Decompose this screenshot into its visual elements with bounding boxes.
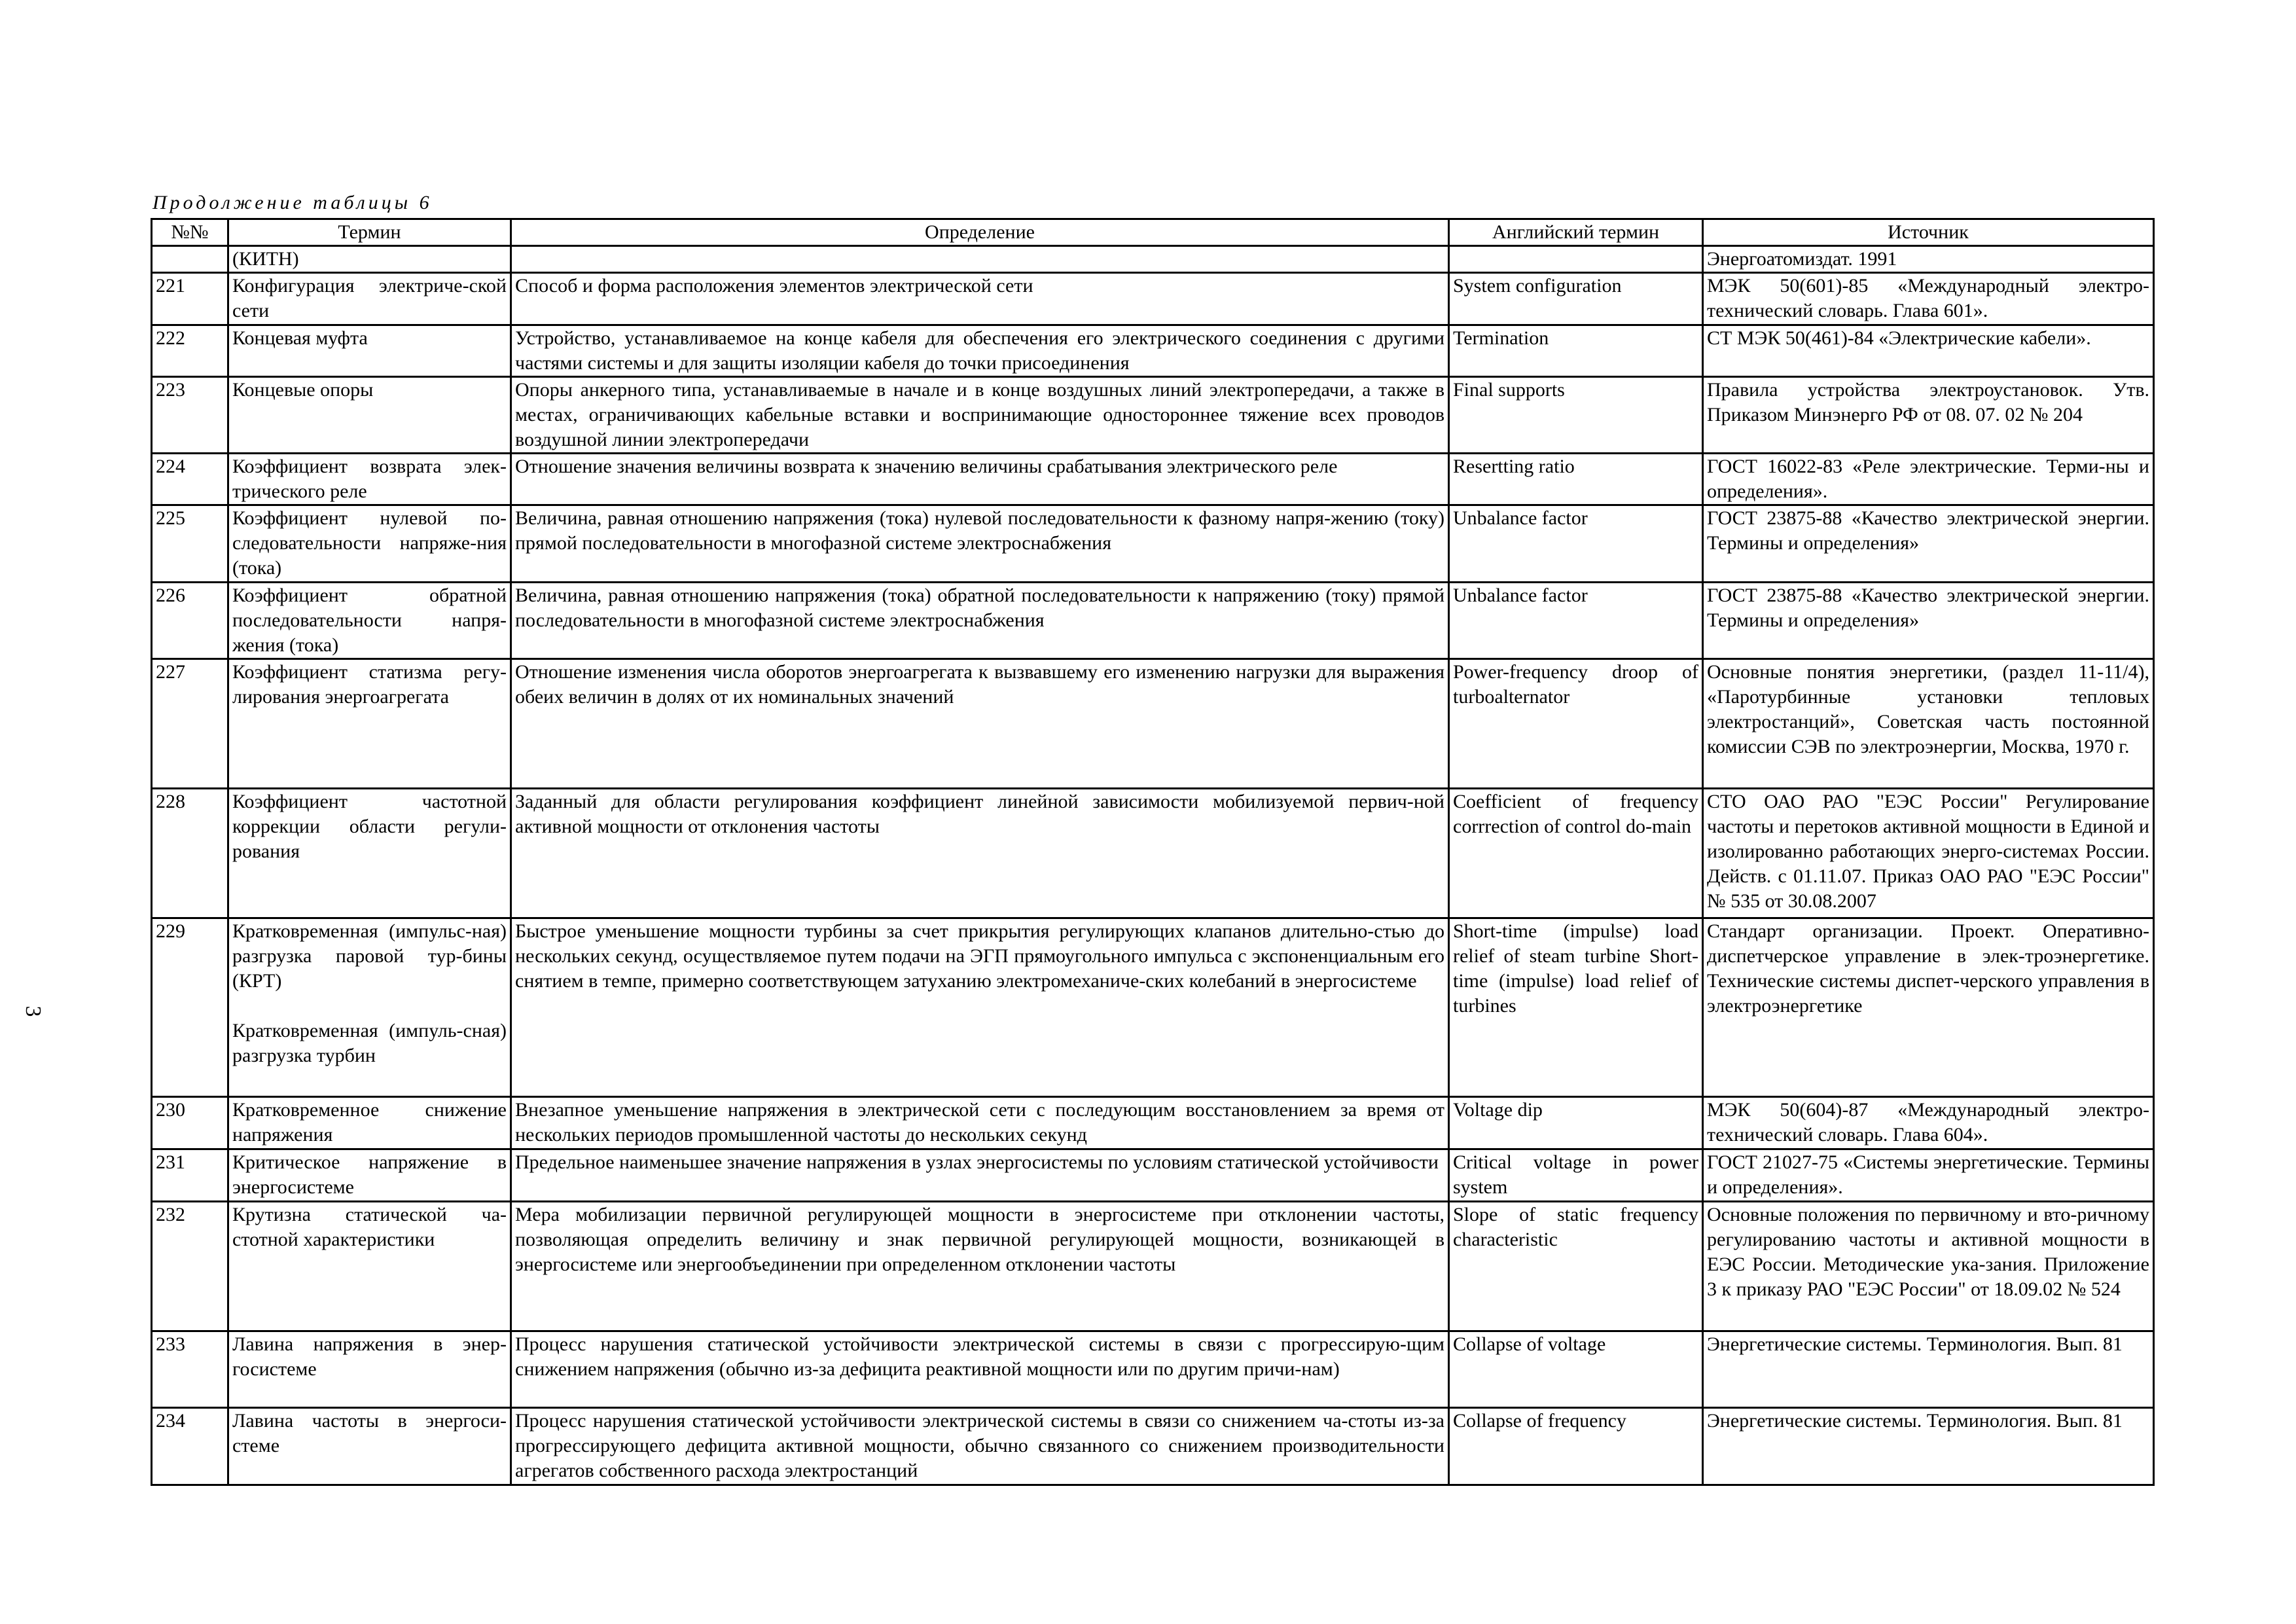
cell-source: Правила устройства электроустановок. Утв. Приказом Минэнерго РФ от 08. 07. 02 № 204 [1703,377,2154,454]
cell-english-term: Termination [1449,325,1703,377]
term-text: Коэффициент нулевой по-следовательности напряже-ния (тока) [232,507,507,579]
table-row [152,454,2154,505]
cell-number: 230 [152,1097,228,1149]
table-caption: Продолжение таблицы 6 [152,192,433,213]
table-row [152,1408,2154,1485]
cell-term [228,789,511,918]
table-row [152,246,2154,273]
table-row [152,659,2154,789]
cell-number: 233 [152,1331,228,1408]
cell-source: Энергетические системы. Терминология. Вып. 81 [1703,1331,2154,1408]
term-text: Конфигурация электриче-ской сети [232,275,507,321]
cell-english-term: Voltage dip [1449,1097,1703,1149]
term-text: Концевые опоры [232,379,374,401]
cell-source: Энергетические системы. Терминология. Вып. 81 [1703,1408,2154,1485]
cell-source: СТ МЭК 50(461)-84 «Электрические кабели». [1703,325,2154,377]
cell-definition: Быстрое уменьшение мощности турбины за счет прикрытия регулирующих клапанов длительно-стью до нескольких секунд, осуществляемое путем подачи на ЭГП прямоугольного импульса с экспоненциальным его снятием в темпе, примерно соответствующем затуханию электромеханиче-ских колебаний в энергосистеме [511,918,1449,1097]
cell-number: 222 [152,325,228,377]
cell-source: МЭК 50(601)-85 «Международный электро-технический словарь. Глава 601». [1703,273,2154,325]
cell-number: 232 [152,1202,228,1331]
cell-english-term: Power-frequency droop of turboalternator [1449,659,1703,789]
page-number: 3 [21,1005,45,1017]
term-text: (КИТН) [232,248,299,270]
cell-english-term: Slope of static frequency characteristic [1449,1202,1703,1331]
cell-source: Энергоатомиздат. 1991 [1703,246,2154,273]
header-term: Термин [228,219,511,246]
cell-source: ГОСТ 23875-88 «Качество электрической энергии. Термины и определения» [1703,583,2154,659]
cell-term [228,246,511,273]
cell-term [228,377,511,454]
term-text: Кратковременная (импульс-ная) разгрузка паровой тур-бины (КРТ) [232,920,507,992]
term-text: Коэффициент статизма регу-лирования энергоагрегата [232,661,507,708]
term-text: Лавина напряжения в энер-госистеме [232,1333,507,1380]
cell-term [228,1097,511,1149]
term-text: Коэффициент возврата элек-трического реле [232,456,507,502]
header-english: Английский термин [1449,219,1703,246]
cell-source: ГОСТ 21027-75 «Системы энергетические. Термины и определения». [1703,1149,2154,1202]
cell-term [228,1331,511,1408]
cell-source: Основные понятия энергетики, (раздел 11-11/4), «Паротурбинные установки тепловых электростанций», Советская часть постоянной комиссии СЭВ по электроэнергии, Москва, 1970 г. [1703,659,2154,789]
cell-english-term: Unbalance factor [1449,583,1703,659]
cell-number: 224 [152,454,228,505]
cell-number: 226 [152,583,228,659]
table-row [152,1331,2154,1408]
term-text: Коэффициент обратной последовательности напря-жения (тока) [232,585,507,656]
cell-english-term: Coefficient of frequency corrrection of control do-main [1449,789,1703,918]
term-text: Коэффициент частотной коррекции области регули-рования [232,791,507,862]
cell-definition: Отношение изменения числа оборотов энергоагрегата к вызвавшему его изменению нагрузки для выражения обеих величин в долях от их номинальных значений [511,659,1449,789]
cell-definition: Предельное наименьшее значение напряжения в узлах энергосистемы по условиям статической устойчивости [511,1149,1449,1202]
table-body [152,246,2154,1485]
cell-number: 234 [152,1408,228,1485]
cell-definition: Внезапное уменьшение напряжения в электрической сети с последующим восстановлением за время от нескольких периодов промышленной частоты до нескольких секунд [511,1097,1449,1149]
term-text: Концевая муфта [232,327,368,349]
header-source: Источник [1703,219,2154,246]
header-num: №№ [152,219,228,246]
table-row [152,325,2154,377]
table-row [152,789,2154,918]
cell-definition: Опоры анкерного типа, устанавливаемые в начале и в конце воздушных линий электропередачи, а также в местах, ограничивающих кабельные вставки и воспринимающие одностороннее тяжение всех проводов воздушной линии электропередачи [511,377,1449,454]
table-row [152,918,2154,1097]
cell-number [152,246,228,273]
cell-definition: Процесс нарушения статической устойчивости электрической системы в связи со снижением ча-стоты из-за прогрессирующего дефицита активной мощности, обычно связанного со снижением производительности агрегатов собственного расхода электростанций [511,1408,1449,1485]
cell-english-term: Unbalance factor [1449,505,1703,583]
cell-term [228,659,511,789]
table-header-row [152,219,2154,246]
cell-source: СТО ОАО РАО "ЕЭС России" Регулирование частоты и перетоков активной мощности в Единой и изолированно работающих энерго-системах России. Действ. с 01.11.07. Приказ ОАО РАО "ЕЭС России" № 535 от 30.08.2007 [1703,789,2154,918]
cell-source: МЭК 50(604)-87 «Международный электро-технический словарь. Глава 604». [1703,1097,2154,1149]
cell-definition: Устройство, устанавливаемое на конце кабеля для обеспечения его электрического соединения с другими частями системы и для защиты изоляции кабеля до точки присоединения [511,325,1449,377]
cell-english-term: Collapse of voltage [1449,1331,1703,1408]
cell-number: 221 [152,273,228,325]
term-text: Кратковременная (импуль-сная) разгрузка турбин [232,1020,507,1066]
table-row [152,377,2154,454]
cell-definition [511,246,1449,273]
cell-definition: Способ и форма расположения элементов электрической сети [511,273,1449,325]
cell-definition: Отношение значения величины возврата к значению величины срабатывания электрического реле [511,454,1449,505]
cell-term [228,583,511,659]
cell-definition: Процесс нарушения статической устойчивости электрической системы в связи с прогрессирую-щим снижением напряжения (обычно из-за дефицита реактивной мощности или по другим причи-нам) [511,1331,1449,1408]
table-row [152,505,2154,583]
cell-number: 229 [152,918,228,1097]
term-text: Крутизна статической ча-стотной характеристики [232,1204,507,1250]
table-row [152,1097,2154,1149]
cell-source: ГОСТ 23875-88 «Качество электрической энергии. Термины и определения» [1703,505,2154,583]
cell-number: 223 [152,377,228,454]
cell-definition: Величина, равная отношению напряжения (тока) нулевой последовательности к фазному напря-жению (току) прямой последовательности в многофазной системе электроснабжения [511,505,1449,583]
cell-number: 231 [152,1149,228,1202]
cell-term [228,1408,511,1485]
term-text: Кратковременное снижение напряжения [232,1099,507,1146]
cell-english-term: Short-time (impulse) load relief of steam turbine Short-time (impulse) load relief of turbines [1449,918,1703,1097]
cell-english-term: System configuration [1449,273,1703,325]
cell-definition: Величина, равная отношению напряжения (тока) обратной последовательности к напряжению (току) прямой последовательности в многофазной системе электроснабжения [511,583,1449,659]
table-row [152,583,2154,659]
term-text: Лавина частоты в энергоси-стеме [232,1410,507,1456]
cell-term [228,1202,511,1331]
cell-term [228,505,511,583]
cell-english-term: Final supports [1449,377,1703,454]
cell-source: Стандарт организации. Проект. Оперативно-диспетчерское управление в элек-троэнергетике. Технические системы диспет-черского управления в электроэнергетике [1703,918,2154,1097]
cell-english-term: Resertting ratio [1449,454,1703,505]
cell-source: ГОСТ 16022-83 «Реле электрические. Терми-ны и определения». [1703,454,2154,505]
cell-source: Основные положения по первичному и вто-ричному регулированию частоты и активной мощности в ЕЭС России. Методические ука-зания. Приложение 3 к приказу РАО "ЕЭС России" от 18.09.02 № 524 [1703,1202,2154,1331]
header-definition: Определение [511,219,1449,246]
term-text: Критическое напряжение в энергосистеме [232,1151,507,1198]
cell-definition: Мера мобилизации первичной регулирующей мощности в энергосистеме при отклонении частоты, позволяющая определить величину и знак первичной регулирующей мощности, возникающей в энергосистеме или энергообъединении при определенном отклонении частоты [511,1202,1449,1331]
table-row [152,1149,2154,1202]
cell-english-term [1449,246,1703,273]
cell-number: 228 [152,789,228,918]
cell-term [228,454,511,505]
cell-term [228,1149,511,1202]
cell-term [228,325,511,377]
cell-definition: Заданный для области регулирования коэффициент линейной зависимости мобилизуемой первич-ной активной мощности от отклонения частоты [511,789,1449,918]
table-row [152,1202,2154,1331]
terms-table [151,218,2155,1486]
cell-number: 225 [152,505,228,583]
cell-term [228,273,511,325]
table-row [152,273,2154,325]
cell-english-term: Collapse of frequency [1449,1408,1703,1485]
cell-number: 227 [152,659,228,789]
cell-english-term: Critical voltage in power system [1449,1149,1703,1202]
cell-term [228,918,511,1097]
